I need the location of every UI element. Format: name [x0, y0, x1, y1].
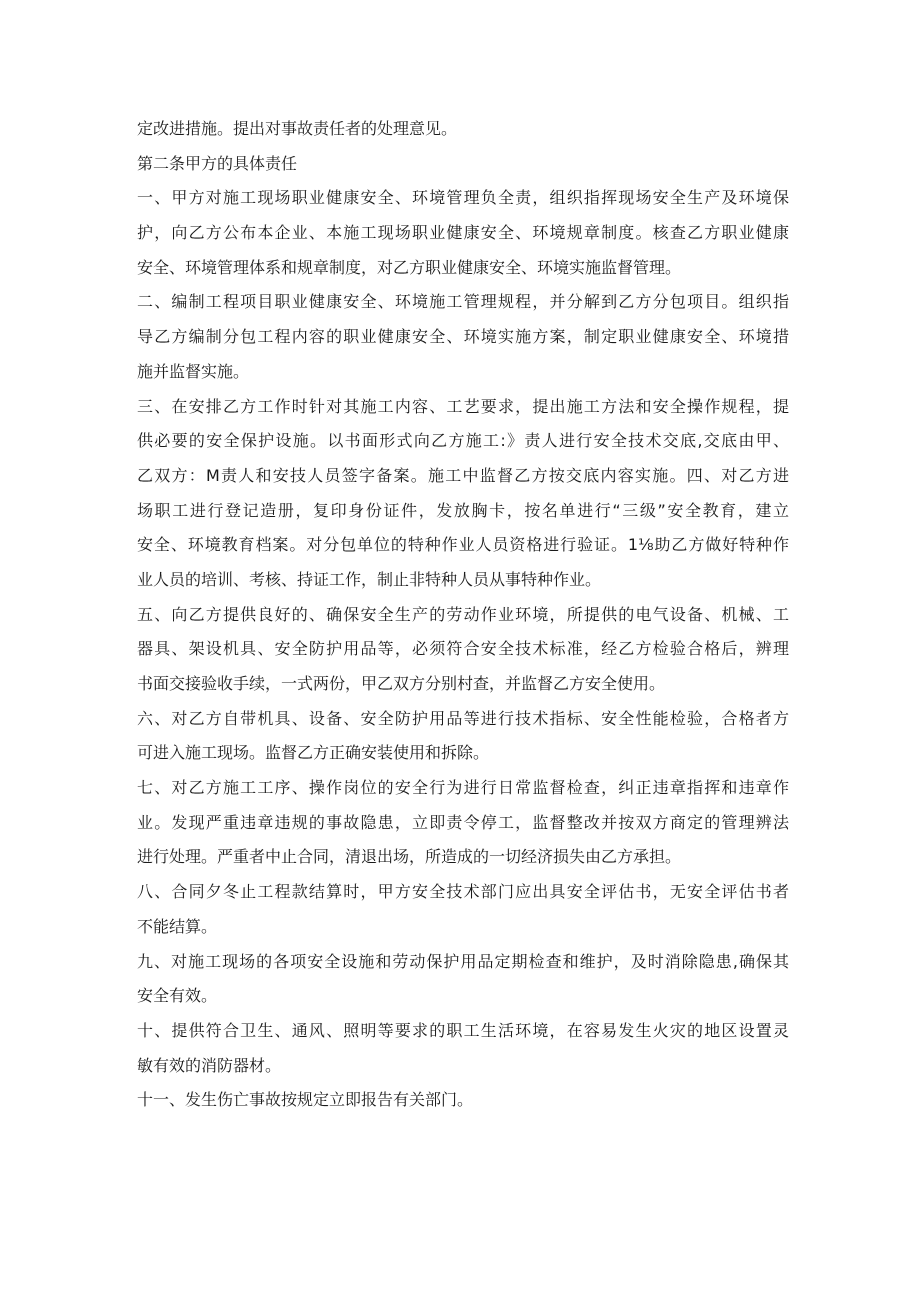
text-line: 六、对乙方自带机具、设备、安全防护用品等进行技术指标、安全性能检验，合格者方	[137, 708, 789, 728]
text-line: 一、甲方对施工现场职业健康安全、环境管理负全责，组织指挥现场安全生产及环境保	[137, 188, 789, 208]
text-line: 进行处理。严重者中止合同，清退出场，所造成的一切经济损失由乙方承担。	[137, 847, 682, 867]
text-line: 十一、发生伤亡事故按规定立即报告有关部门。	[137, 1090, 474, 1110]
text-line: 九、对施工现场的各项安全设施和劳动保护用品定期检查和维护，及时消除隐患,确保其	[137, 951, 789, 971]
text-line: 可进入施工现场。监督乙方正确安装使用和拆除。	[137, 743, 490, 763]
text-line: 业人员的培训、考核、持证工作，制止非特种人员从事特种作业。	[137, 569, 602, 589]
text-line: 导乙方编制分包工程内容的职业健康安全、环境实施方案，制定职业健康安全、环境措	[137, 327, 789, 347]
text-line: 二、编制工程项目职业健康安全、环境施工管理规程，并分解到乙方分包项目。组织指	[137, 292, 789, 312]
text-line: 不能结算。	[137, 916, 218, 936]
text-line: 乙双方：M责人和安技人员签字备案。施工中监督乙方按交底内容实施。四、对乙方进	[137, 465, 789, 485]
text-line: 书面交接验收手续，一式两份，甲乙双方分别村查，并监督乙方安全使用。	[137, 674, 666, 693]
text-line: 业。发现严重违章违规的事故隐患，立即责令停工，监督整改并按双方商定的管理辨法	[137, 812, 789, 832]
text-line: 护，向乙方公布本企业、本施工现场职业健康安全、环境规章制度。核查乙方职业健康	[137, 223, 789, 243]
text-line: 场职工进行登记造册，复印身份证件，发放胸卡，按名单进行“三级”安全教育，建立	[137, 500, 789, 520]
text-line: 五、向乙方提供良好的、确保安全生产的劳动作业环境，所提供的电气设备、机械、工	[137, 604, 789, 624]
text-line: 八、合同夕冬止工程款结算时，甲方安全技术部门应出具安全评估书，无安全评估书者	[137, 882, 789, 902]
text-line: 敏有效的消防器材。	[137, 1055, 282, 1075]
text-line: 安全、环境教育档案。对分包单位的特种作业人员资格进行验证。1⅛助乙方做好特种作	[137, 535, 789, 555]
text-line: 定改进措施。提出对事故责任者的处理意见。	[137, 119, 458, 138]
text-line: 第二条甲方的具体责任	[137, 153, 298, 173]
text-line: 供必要的安全保护设施。以书面形式向乙方施工:》责人进行安全技术交底,交底由甲、	[137, 431, 789, 451]
text-line: 安全有效。	[137, 986, 218, 1006]
document-body	[137, 112, 789, 1118]
text-line: 三、在安排乙方工作时针对其施工内容、工艺要求，提出施工方法和安全操作规程，提	[137, 396, 789, 416]
text-line: 十、提供符合卫生、通风、照明等要求的职工生活环境，在容易发生火灾的地区设置灵	[137, 1020, 789, 1040]
text-line: 器具、架设机具、安全防护用品等，必须符合安全技术标准，经乙方检验合格后，辨理	[137, 639, 789, 659]
text-line: 七、对乙方施工工序、操作岗位的安全行为进行日常监督检查，纠正违章指挥和违章作	[137, 778, 789, 798]
text-line: 安全、环境管理体系和规章制度，对乙方职业健康安全、环境实施监督管理。	[137, 257, 682, 277]
text-line: 施并监督实施。	[137, 361, 250, 381]
